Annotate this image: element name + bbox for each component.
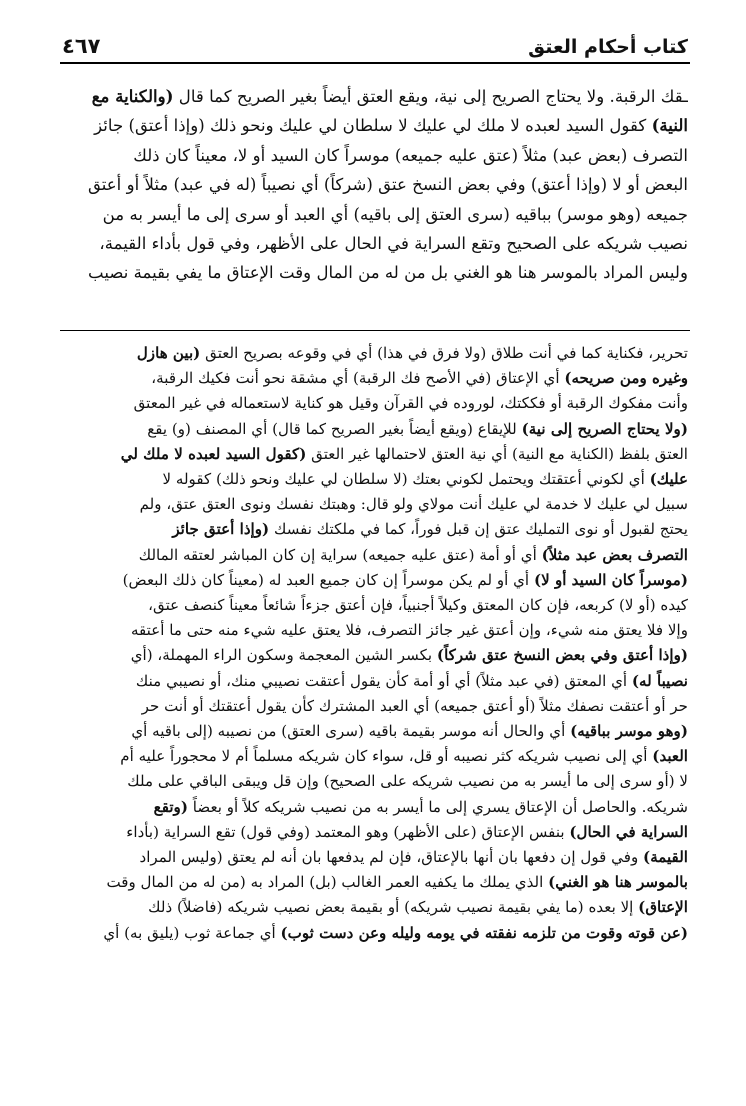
commentary-line bbox=[60, 694, 688, 719]
commentary-line bbox=[60, 643, 688, 668]
text-run: إلا بعده (ما يفي بقيمة نصيب شريكه) أو بقيمة بعض نصيب شريكه (فاضلاً) ذلك bbox=[148, 898, 639, 917]
chapter-title: كتاب أحكام العتق bbox=[528, 36, 688, 58]
bold-phrase: السراية في الحال) bbox=[569, 822, 688, 841]
commentary-line bbox=[60, 795, 688, 820]
text-run: لا (أو سرى إلى ما أيسر به من نصيب شريكه على الصحيح) وإن قل ويبقى الباقي على ملك bbox=[127, 772, 688, 791]
commentary-line bbox=[60, 543, 688, 568]
text-run: بكسر الشين المعجمة وسكون الراء المهملة، (أي bbox=[130, 646, 437, 665]
bold-phrase: العبد) bbox=[652, 747, 688, 766]
main-text-line bbox=[60, 229, 688, 258]
main-text-line bbox=[60, 170, 688, 199]
main-text-line bbox=[60, 141, 688, 170]
bold-phrase: (ولا يحتاج الصريح إلى نية) bbox=[521, 419, 688, 438]
text-run: التصرف (بعض عبد) مثلاً (عتق عليه جميعه) موسراً كان السيد أو لا، معيناً كان ذلك bbox=[133, 145, 688, 165]
commentary-line bbox=[60, 820, 688, 845]
bold-phrase: (موسراً كان السيد أو لا) bbox=[533, 570, 688, 589]
commentary-line bbox=[60, 769, 688, 794]
bold-phrase: (والكناية مع bbox=[91, 86, 174, 106]
bold-phrase: (وإذا أعتق وفي بعض النسخ عتق شركاً) bbox=[436, 646, 688, 665]
commentary-line bbox=[60, 593, 688, 618]
commentary-line bbox=[60, 669, 688, 694]
text-run: وفي قول إن دفعها بان أنها بالإعتاق، فإن لم يدفعها بان أنه لم يعتق (وليس المراد bbox=[139, 848, 644, 867]
text-run: بنفس الإعتاق (على الأظهر) وهو المعتمد (وفي قول) تقع السراية (بأداء bbox=[126, 822, 570, 841]
bold-phrase: عليك) bbox=[649, 470, 688, 489]
text-run: ـقك الرقبة. ولا يحتاج الصريح إلى نية، ويقع العتق أيضاً بغير الصريح كما قال bbox=[173, 87, 688, 106]
bold-phrase: (كقول السيد لعبده لا ملك لي bbox=[120, 444, 307, 463]
commentary-line bbox=[60, 845, 688, 870]
bold-phrase: الإعتاق) bbox=[638, 898, 688, 917]
text-run: أي إلى نصيب شريكه كثر نصيبه أو قل، سواء كان شريكه مسلماً أم لا محجوراً عليه أم bbox=[120, 747, 653, 766]
text-run: وإلا فلا يعتق منه شيء، وإن أعتق غير جائز التصرف، فلا يعتق عليه شيء منه حتى ما أعتقه bbox=[130, 621, 688, 640]
text-run: كقول السيد لعبده لا ملك لي عليك لا سلطان لي عليك ونحو ذلك (وإذا أعتق) جائز bbox=[94, 116, 652, 136]
text-run: حر أو أعتقت نصفك مثلاً (أو أعتق جميعه) أي العبد المشترك كأن يقول أعتقتك أو أنت حر bbox=[141, 696, 688, 715]
commentary-line bbox=[60, 895, 688, 920]
bold-phrase: (وهو موسر بباقيه) bbox=[570, 722, 688, 741]
commentary-text bbox=[60, 341, 688, 946]
commentary-line bbox=[60, 341, 688, 366]
commentary-line bbox=[60, 417, 688, 442]
text-run: البعض أو لا (وإذا أعتق) وفي بعض النسخ عتق (شركاً) أي نصيباً (له في عبد) مثلاً أو أعتق bbox=[87, 175, 688, 195]
text-run: كيده (أو لا) كربعه، فإن كان المعتق وكيلاً أجنبياً، فإن أعتق جزءاً شائعاً معيناً كنصف عتق، bbox=[148, 596, 688, 615]
text-run: وأنت مفكوك الرقبة أو فككتك، لوروده في القرآن وقيل هو كناية لاستعماله في غير المعتق bbox=[133, 394, 688, 413]
text-run: أي أو لم يكن موسراً إن كان جميع العبد له (معيناً كان ذلك البعض) bbox=[122, 570, 534, 589]
text-run: أي والحال أنه موسر بقيمة باقيه (سرى العتق) من نصيبه (إلى باقيه أي bbox=[131, 722, 571, 741]
bold-phrase: بالموسر هنا هو الغني) bbox=[548, 873, 688, 892]
bold-phrase: (وإذا أعتق جائز bbox=[172, 520, 270, 539]
commentary-line bbox=[60, 744, 688, 769]
text-run: أي المعتق (في عبد مثلاً) أي أو أمة كأن يقول أعتقت نصيبي منك، أو نصيبي منك bbox=[135, 671, 632, 690]
bold-phrase: النية) bbox=[651, 115, 688, 136]
commentary-line bbox=[60, 467, 688, 492]
commentary-line bbox=[60, 366, 688, 391]
page-number: ٤٦٧ bbox=[62, 34, 101, 58]
text-run: شريكه. والحاصل أن الإعتاق يسري إلى ما أيسر به من نصيب شريكه كلاً أو بعضاً bbox=[187, 797, 688, 816]
commentary-line bbox=[60, 870, 688, 895]
bold-phrase: القيمة) bbox=[643, 848, 688, 867]
text-run: أي جماعة ثوب (يليق به) أي bbox=[103, 923, 281, 942]
text-run: العتق بلفظ (الكناية مع النية) أي نية العتق لاحتمالها غير العتق bbox=[306, 444, 688, 463]
bold-phrase: (عن قوته وقوت من تلزمه نفقته في يومه وليله وعن دست ثوب) bbox=[280, 923, 688, 942]
main-text-line bbox=[60, 200, 688, 229]
header-rule bbox=[60, 62, 690, 64]
text-run: الذي يملك ما يكفيه العمر الغالب (بل) المراد به (من له من المال وقت bbox=[106, 873, 549, 892]
main-text-line bbox=[60, 111, 688, 140]
text-run: تحرير، فكناية كما في أنت طلاق (ولا فرق في هذا) أي في وقوعه بصريح العتق bbox=[200, 344, 688, 362]
main-text-line bbox=[60, 82, 688, 111]
text-run: أي الإعتاق (في الأصح فك الرقبة) أي مشقة نحو أنت فكيك الرقبة، bbox=[151, 369, 565, 388]
main-text-line bbox=[60, 258, 688, 287]
bold-phrase: (وتقع bbox=[153, 797, 188, 816]
commentary-line bbox=[60, 618, 688, 643]
commentary-line bbox=[60, 921, 688, 946]
commentary-line bbox=[60, 517, 688, 542]
commentary-line bbox=[60, 391, 688, 416]
text-run: أي لكوني أعتقتك ويحتمل لكوني بعتك (لا سلطان لي عليك ونحو ذلك) كقوله لا bbox=[162, 470, 650, 489]
commentary-line bbox=[60, 442, 688, 467]
text-run: نصيب شريكه على الصحيح وتقع السراية في الحال على الأظهر، وفي قول بأداء القيمة، bbox=[99, 234, 688, 254]
separator-rule bbox=[60, 330, 690, 331]
text-run: يحتج لقبول أو نوى التمليك عتق إن قبل فوراً، كما في ملكتك نفسك bbox=[269, 520, 688, 539]
text-run: سبيل لي عليك لا خدمة لي عليك أنت مولاي ولو قال: وهبتك نفسك ونوى العتق عتق، ولم bbox=[139, 495, 688, 514]
bold-phrase: التصرف بعض عبد مثلاً) bbox=[541, 545, 688, 564]
commentary-line bbox=[60, 568, 688, 593]
text-run: أي أو أمة (عتق عليه جميعه) سراية إن كان المباشر لعتقه المالك bbox=[138, 545, 542, 564]
main-text bbox=[60, 82, 688, 288]
text-run: وليس المراد بالموسر هنا هو الغني بل من له من المال وقت الإعتاق ما يفي بقيمة نصيب bbox=[88, 263, 688, 283]
commentary-line bbox=[60, 719, 688, 744]
page-header bbox=[62, 30, 688, 58]
bold-phrase: وغيره ومن صريحه) bbox=[564, 369, 688, 388]
text-run: للإيقاع (ويقع أيضاً بغير الصريح كما قال) أي المصنف (و) يقع bbox=[147, 419, 522, 438]
bold-phrase: (بين هازل bbox=[136, 344, 201, 362]
commentary-line bbox=[60, 492, 688, 517]
bold-phrase: نصيباً له) bbox=[631, 671, 688, 690]
text-run: جميعه (وهو موسر) بباقيه (سرى العتق إلى باقيه) أي العبد أو سرى إلى ما أيسر به من bbox=[102, 204, 688, 224]
